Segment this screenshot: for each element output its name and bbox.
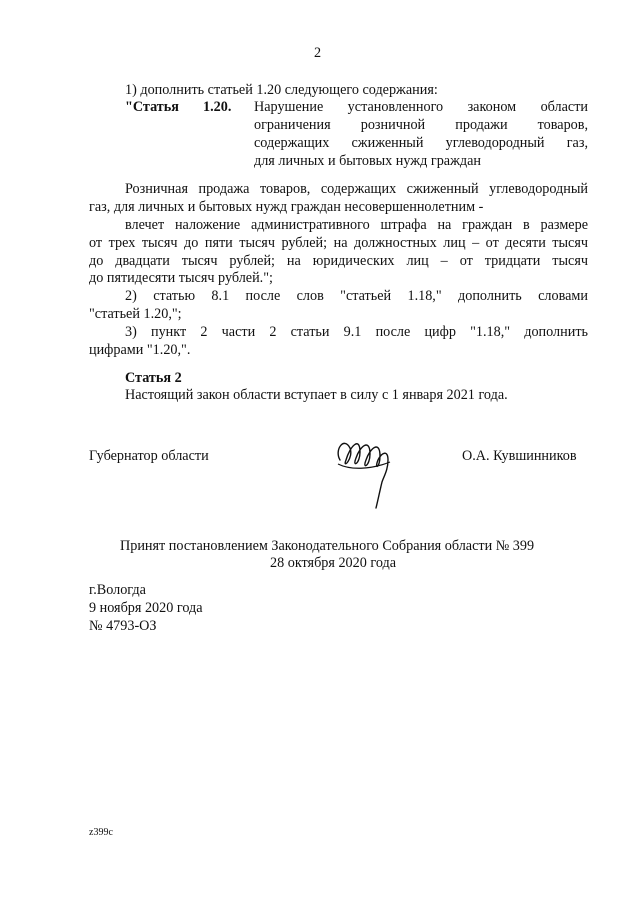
governor-name: О.А. Кувшинников (462, 448, 577, 464)
adopted-line-2: 28 октября 2020 года (270, 555, 397, 571)
item2-line-1: 2) статью 8.1 после слов "статьей 1.18," дополнить словами (125, 288, 588, 304)
adopted-line-1: Принят постановлением Законодательного Собрания области № 399 (120, 538, 535, 554)
footer-code: z399c (89, 827, 113, 838)
body-line-2: газ, для личных и бытовых нужд граждан несовершеннолетним - (89, 199, 484, 215)
article-120-label-b: 1.20. (203, 99, 232, 115)
article-120-label-a: "Статья (125, 99, 179, 115)
item2-line-2: "статьей 1.20,"; (89, 306, 182, 322)
signing-date: 9 ноября 2020 года (89, 600, 203, 616)
city: г.Вологда (89, 582, 146, 598)
body-line-6: до пятидесяти тысяч рублей."; (89, 270, 273, 286)
article-120-title-line-1: Нарушение установленного законом области (254, 99, 588, 115)
article-2-text: Настоящий закон области вступает в силу с 1 января 2021 года. (125, 387, 508, 403)
item3-line-1: 3) пункт 2 части 2 статьи 9.1 после цифр "1.18," дополнить (125, 324, 588, 340)
article-120-title-line-3: содержащих сжиженный углеводородный газ, (254, 135, 588, 151)
law-number: № 4793-ОЗ (89, 618, 157, 634)
item3-line-2: цифрами "1.20,". (89, 342, 191, 358)
article-2-heading: Статья 2 (125, 370, 182, 386)
body-line-3: влечет наложение административного штрафа на граждан в размере (125, 217, 588, 233)
item1-intro: 1) дополнить статьей 1.20 следующего содержания: (125, 82, 438, 98)
governor-position: Губернатор области (89, 448, 209, 464)
body-line-1: Розничная продажа товаров, содержащих сжиженный углеводородный (125, 181, 588, 197)
article-120-title-line-2: ограничения розничной продажи товаров, (254, 117, 588, 133)
body-line-4: от трех тысяч до пяти тысяч рублей; на должностных лиц – от десяти тысяч (89, 235, 588, 251)
handwritten-signature (330, 430, 400, 510)
article-120-title-line-4: для личных и бытовых нужд граждан (254, 153, 481, 169)
body-line-5: до двадцати тысяч рублей; на юридических лиц – от тридцати тысяч (89, 253, 588, 269)
page-number: 2 (314, 45, 322, 61)
